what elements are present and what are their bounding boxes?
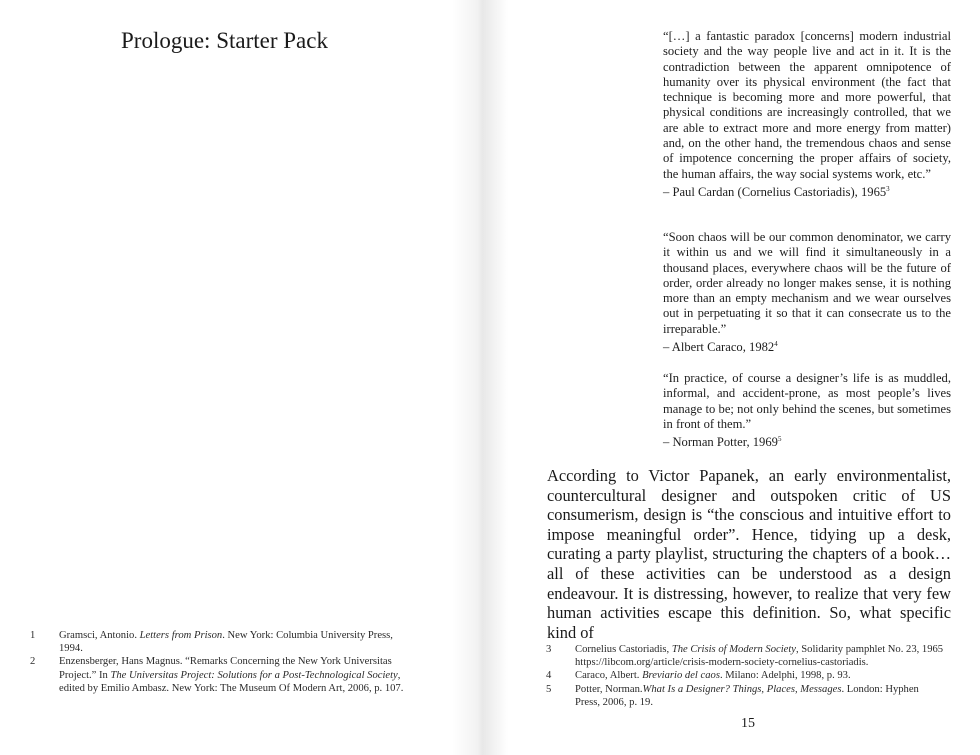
footnote-title: Breviario del caos [642,670,720,682]
footnote-text-part: , Solidarity pamphlet No. 23, 1965 https://libcom.org/article/crisis-modern-society-cornelius-castoriadis. [575,644,944,669]
chapter-title: Prologue: Starter Pack [121,28,328,53]
quote-text: “In practice, of course a designer’s life is as muddled, informal, and accident-prone, as most people’s lives manage to be; not only behind the scenes, but sometimes in front of them.” [663,371,951,431]
footnote-number: 2 [30,656,36,668]
footnote-text-part: . London: Hyphen Press, 2006, p. 19. [575,683,919,708]
quote-attribution [663,182,951,200]
footnote-number: 4 [546,670,552,682]
quote-attribution [663,337,951,355]
right-page [484,0,980,755]
right-footnotes [546,643,946,709]
footnote-text-part: . New York: Columbia University Press, 1994. [59,630,393,655]
footnote-number: 1 [30,630,36,641]
footnote-text [575,643,946,669]
attribution-text: – Albert Caraco, 1982 [663,340,775,355]
footnote-2 [30,655,410,695]
footnote-ref: 3 [886,184,890,193]
page-number: 15 [741,716,755,731]
footnote-text-part: Cornelius Castoriadis, [575,644,672,655]
footnote-text-part: Gramsci, Antonio. [59,630,140,641]
left-page [0,0,484,755]
footnote-text-part: . Milano: Adelphi, 1998, p. 93. [719,670,851,682]
attribution-text: – Paul Cardan (Cornelius Castoriadis), 1965 [663,185,887,200]
footnote-text [59,655,410,695]
footnote-ref: 4 [774,340,778,349]
footnote-text-part: , edited by Emilio Ambasz. New York: The Museum Of Modern Art, 2006, p. 107. [59,669,404,694]
quote-attribution [663,432,951,450]
body-paragraph: According to Victor Papanek, an early environmentalist, countercultural designer and outspoken critic of US consumerism, design is “the conscious and intuitive effort to impose meaningful order”. Hence, tidying up a desk, curating a party playlist, structuring the chapters of a book… all of these activities can be understood as a design endeavour. It is distressing, however, to realize that very few human activities escape this definition. So, what specific kind of [547,466,951,642]
footnote-text-part: Caraco, Albert. [575,670,643,682]
left-footnotes [30,629,410,695]
quote-text: “[…] a fantastic paradox [concerns] modern industrial society and the way people live and act in it. It is the contradiction between the apparent omnipotence of humanity over its physical environment (the fact that technique is becoming more and more powerful, that physical conditions are increasingly controlled, that we are able to extract more and more energy from matter) and, on the other hand, the tremendous chaos and sense of impotence concerning the proper affairs of society, the human affairs, the way social systems work, etc.” [663,29,951,181]
epigraph-caraco [663,230,951,356]
footnote-title: The Universitas Project: Solutions for a Post-Technological Society [110,669,398,681]
footnote-number: 5 [546,683,552,695]
epigraph-castoriadis [663,29,951,200]
quote-text: “Soon chaos will be our common denominator, we carry it within us and we will find it simultaneously in a thousand places, everywhere chaos will be the future of order, order already no longer makes sense, it is nothing more than an empty mechanism and we wear ourselves out in perpetuating it so that it can consecrate us to the irreparable.” [663,230,951,336]
footnote-5 [546,683,946,709]
footnote-ref: 5 [777,435,782,444]
footnote-title: Letters from Prison [139,630,223,641]
footnote-text-part: Enzensberger, Hans Magnus. “Remarks Concerning the New York Universitas Project.” In [59,656,392,681]
footnote-text-part: Potter, Norman. [575,683,643,695]
epigraph-potter [663,371,951,451]
footnote-1 [30,629,410,655]
footnote-text [575,669,946,682]
footnote-title: What Is a Designer? Things, Places, Messages [642,683,842,695]
footnote-text [59,629,410,655]
footnote-3 [546,643,946,669]
footnote-number: 3 [546,644,552,655]
attribution-text: – Norman Potter, 1969 [663,435,778,450]
footnote-title: The Crisis of Modern Society [671,644,796,655]
footnote-4 [546,669,946,682]
footnote-text [575,683,946,709]
